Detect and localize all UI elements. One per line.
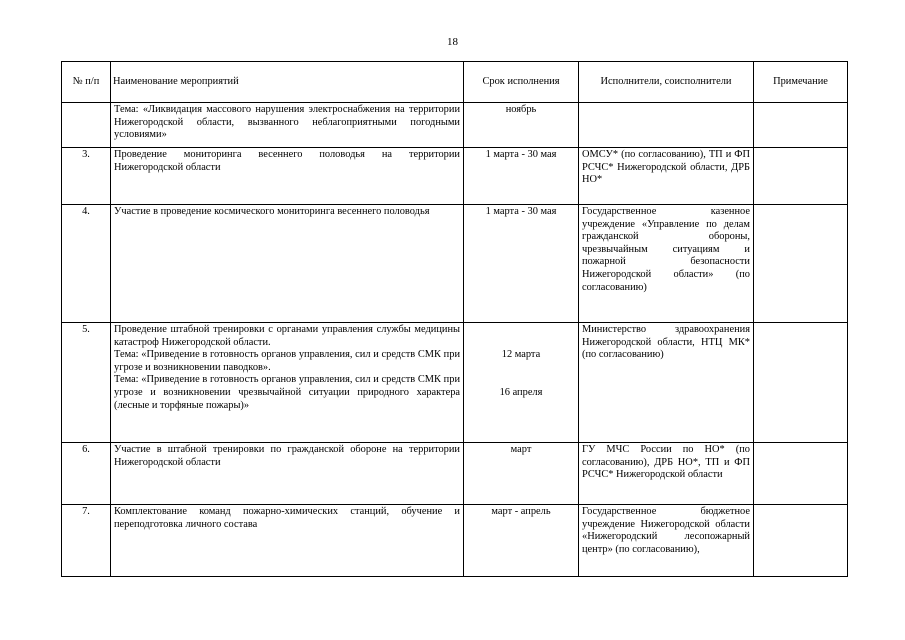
table-row (62, 443, 848, 505)
row-performers: Государственное бюджетное учреждение Нижегородской области «Нижегородский лесопожарный центр» (по согласованию), (579, 505, 754, 577)
row-number: 5. (62, 323, 111, 443)
table-row (62, 205, 848, 323)
header-note: Примечание (754, 62, 848, 103)
row-performers: ГУ МЧС России по НО* (по согласованию), ДРБ НО*, ТП и ФП РСЧС* Нижегородской области (579, 443, 754, 505)
row-term: 1 марта - 30 мая (464, 205, 579, 323)
row-performers (579, 103, 754, 148)
table-row (62, 505, 848, 577)
row-note (754, 505, 848, 577)
row-term: март (464, 443, 579, 505)
row-term: ноябрь (464, 103, 579, 148)
table-header-row (62, 62, 848, 103)
header-number: № п/п (62, 62, 111, 103)
row-number: 6. (62, 443, 111, 505)
row-name-intro: Проведение штабной тренировки с органами управления службы медицины катастроф Нижегородской области. (114, 324, 460, 348)
row-name-topic-2: Тема: «Приведение в готовность органов управления, сил и средств СМК при угрозе и возникновении чрезвычайной ситуации природного характера (лесные и торфяные пожары)» (114, 374, 460, 411)
row-number: 7. (62, 505, 111, 577)
row-term: 1 марта - 30 мая (464, 148, 579, 205)
row-name-topic-1: Тема: «Приведение в готовность органов управления, сил и средств СМК при угрозе и возникновении паводков». (114, 349, 460, 373)
row-note (754, 323, 848, 443)
row-performers: Государственное казенное учреждение «Управление по делам гражданской обороны, чрезвычайным ситуациям и пожарной безопасности Нижегородской области» (по согласованию) (579, 205, 754, 323)
row-term-block (464, 323, 579, 443)
row-performers: ОМСУ* (по согласованию), ТП и ФП РСЧС* Нижегородской области, ДРБ НО* (579, 148, 754, 205)
row-term-1: 12 марта (501, 349, 541, 361)
row-name: Комплектование команд пожарно-химических станций, обучение и переподготовка личного состава (111, 505, 464, 577)
page-number: 18 (447, 36, 458, 48)
header-performers: Исполнители, соисполнители (579, 62, 754, 103)
row-term: март - апрель (464, 505, 579, 577)
row-performers: Министерство здравоохранения Нижегородской области, НТЦ МК* (по согласованию) (579, 323, 754, 443)
row-number: 4. (62, 205, 111, 323)
header-term: Срок исполнения (464, 62, 579, 103)
row-number: 3. (62, 148, 111, 205)
row-number (62, 103, 111, 148)
row-name: Участие в проведение космического мониторинга весеннего половодья (111, 205, 464, 323)
table-row (62, 323, 848, 443)
events-table (61, 61, 848, 577)
table-row (62, 103, 848, 148)
row-name: Участие в штабной тренировки по гражданской обороне на территории Нижегородской области (111, 443, 464, 505)
header-name: Наименование мероприятий (111, 62, 464, 103)
row-term-2: 16 апреля (499, 386, 543, 398)
row-note (754, 103, 848, 148)
row-note (754, 148, 848, 205)
row-note (754, 443, 848, 505)
row-name: Проведение мониторинга весеннего половодья на территории Нижегородской области (111, 148, 464, 205)
row-note (754, 205, 848, 323)
row-name-block (111, 323, 464, 443)
table-row (62, 148, 848, 205)
row-name: Тема: «Ликвидация массового нарушения электроснабжения на территории Нижегородской области, вызванного неблагоприятными погодными условиями» (111, 103, 464, 148)
